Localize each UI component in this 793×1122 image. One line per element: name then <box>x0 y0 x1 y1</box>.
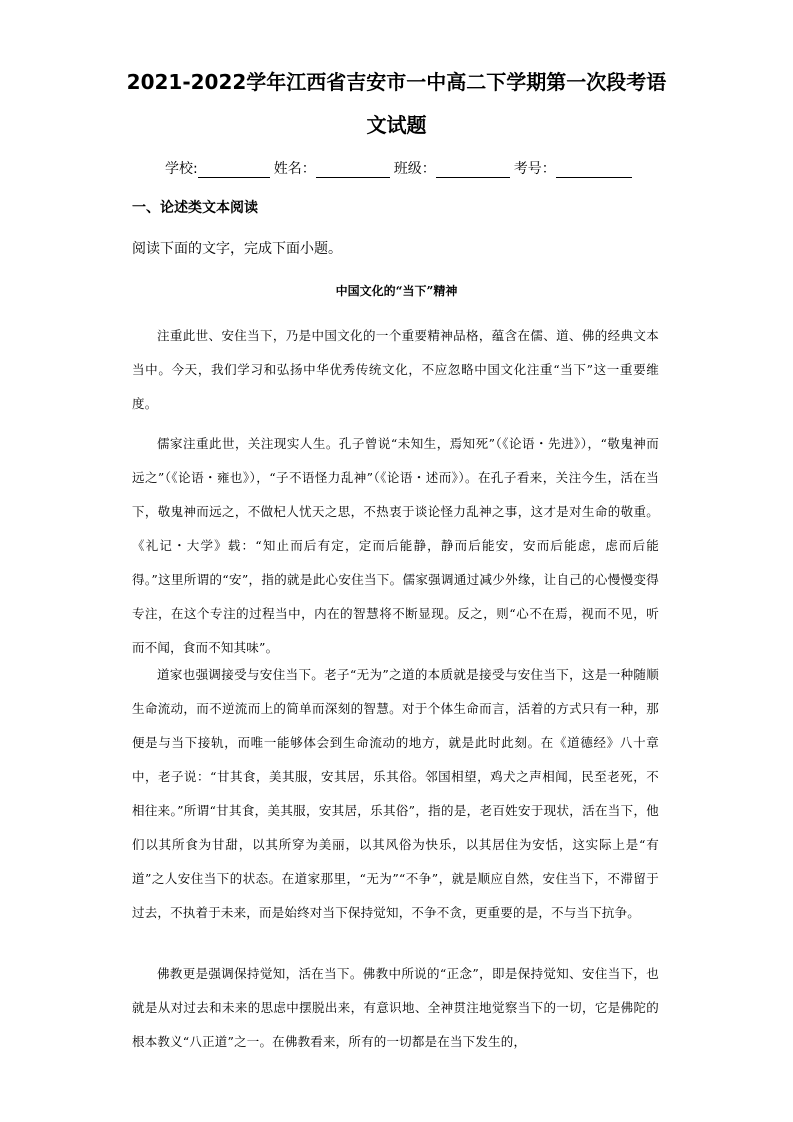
reading-instruction: 阅读下面的文字，完成下面小题。 <box>132 241 342 257</box>
exam-number-blank <box>556 161 632 178</box>
name-label: 姓名： <box>273 161 316 177</box>
article-paragraph: 注重此世、安住当下，乃是中国文化的一个重要精神品格，蕴含在儒、道、佛的经典文本当中。今天，我们学习和弘扬中华优秀传统文化，不应忽略中国文化注重“当下”这一重要维度。 <box>132 328 659 411</box>
article-paragraph: 道家也强调接受与安住当下。老子“无为”之道的本质就是接受与安住当下，这是一种随顺生命流动，而不逆流而上的简单而深刻的智慧。对于个体生命而言，活着的方式只有一种，那便是与当下接轨，而唯一能够体会到生命流动的地方，就是此时此刻。在《道德经》八十章中，老子说：“甘其食，美其服，安其居，乐其俗。邻国相望，鸡犬之声相闻，民至老死，不相往来。”所谓“甘其食，美其服，安其居，乐其俗”，指的是，老百姓安于现状，活在当下，他们以其所食为甘甜，以其所穿为美丽，以其风俗为快乐，以其居住为安恬，这实际上是“有道”之人安住当下的状态。在道家那里，“无为”“不争”，就是顺应自然，安住当下，不滞留于过去，不执着于未来，而是始终对当下保持觉知，不争不贪，更重要的是，不与当下抗争。 <box>132 667 659 920</box>
class-label: 班级： <box>393 161 436 177</box>
class-blank <box>436 161 510 178</box>
section-heading: 一、论述类文本阅读 <box>132 200 258 216</box>
student-info-row <box>165 160 636 178</box>
name-blank <box>316 161 390 178</box>
school-blank <box>198 161 270 178</box>
article-paragraph: 佛教更是强调保持觉知，活在当下。佛教中所说的“正念”，即是保持觉知、安住当下，也就是从对过去和未来的思虑中摆脱出来，有意识地、全神贯注地觉察当下的一切，它是佛陀的根本教义“八正道”之一。在佛教看来，所有的一切都是在当下发生的， <box>132 966 659 1049</box>
exam-number-label: 考号： <box>513 161 556 177</box>
article-title: 中国文化的“当下”精神 <box>335 284 458 298</box>
document-title-line-2: 文试题 <box>366 113 427 137</box>
article-paragraph: 儒家注重此世，关注现实人生。孔子曾说“未知生，焉知死”（《论语・先进》），“敬鬼神而远之”（《论语・雍也》），“子不语怪力乱神”（《论语・述而》）。在孔子看来，关注今生，活在当下，敬鬼神而远之，不做杞人忧天之思，不热衷于谈论怪力乱神之事，这才是对生命的敬重。《礼记・大学》载：“知止而后有定，定而后能静，静而后能安，安而后能虑，虑而后能得。”这里所谓的“安”，指的就是此心安住当下。儒家强调通过减少外缘，让自己的心慢慢变得专注，在这个专注的过程当中，内在的智慧将不断显现。反之，则“心不在焉，视而不见，听而不闻，食而不知其味”。 <box>132 436 659 655</box>
school-label: 学校: <box>165 161 198 177</box>
document-title-line-1: 2021-2022学年江西省吉安市一中高二下学期第一次段考语 <box>126 70 667 94</box>
